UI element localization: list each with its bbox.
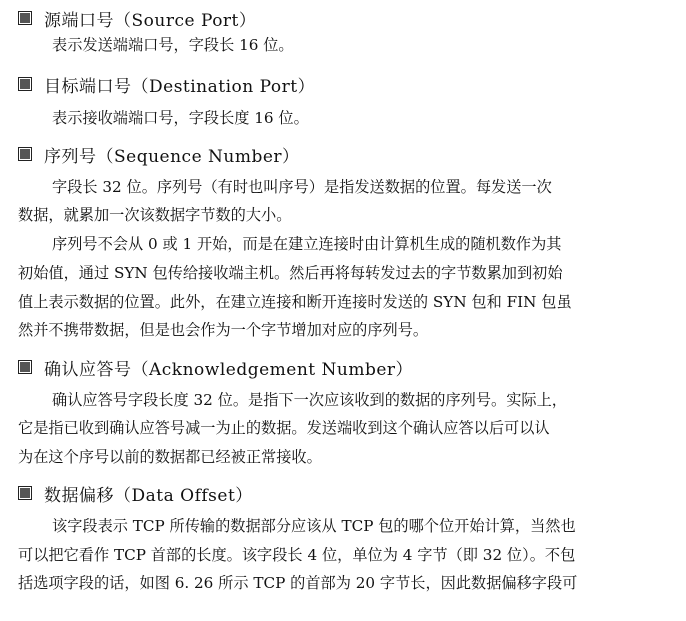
section-heading-sequence-number bbox=[18, 141, 300, 167]
checkered-square-icon bbox=[18, 147, 32, 161]
paragraph-line: 值上表示数据的位置。此外，在建立连接和断开连接时发送的 SYN 包和 FIN 包虽 bbox=[18, 293, 572, 311]
paragraph-line: 字段长 32 位。序列号（有时也叫序号）是指发送数据的位置。每发送一次 bbox=[52, 178, 552, 196]
checkered-square-icon bbox=[18, 11, 32, 25]
paragraph-line: 该字段表示 TCP 所传输的数据部分应该从 TCP 包的哪个位开始计算，当然也 bbox=[52, 517, 576, 535]
section-heading-source-port bbox=[18, 5, 256, 31]
paragraph-line: 数据，就累加一次该数据字节数的大小。 bbox=[18, 206, 292, 224]
section-title: 序列号（Sequence Number） bbox=[44, 146, 300, 167]
paragraph-line: 括选项字段的话，如图 6. 26 所示 TCP 的首部为 20 字节长，因此数据偏移字段可 bbox=[18, 574, 578, 592]
section-heading-data-offset bbox=[18, 480, 253, 506]
paragraph-line: 然并不携带数据，但是也会作为一个字节增加对应的序列号。 bbox=[18, 321, 429, 339]
section-title: 源端口号（Source Port） bbox=[44, 10, 257, 31]
paragraph-line: 序列号不会从 0 或 1 开始，而是在建立连接时由计算机生成的随机数作为其 bbox=[52, 235, 562, 253]
paragraph-line: 为在这个序号以前的数据都已经被正常接收。 bbox=[18, 448, 322, 466]
paragraph-line: 确认应答号字段长度 32 位。是指下一次应该收到的数据的序列号。实际上， bbox=[52, 391, 567, 409]
paragraph-line: 表示接收端端口号，字段长度 16 位。 bbox=[52, 109, 309, 127]
paragraph-line: 初始值，通过 SYN 包传给接收端主机。然后再将每转发过去的字节数累加到初始 bbox=[18, 264, 563, 282]
section-heading-acknowledgement-number bbox=[18, 354, 413, 380]
checkered-square-icon bbox=[18, 360, 32, 374]
section-title: 目标端口号（Destination Port） bbox=[44, 76, 316, 97]
section-title: 数据偏移（Data Offset） bbox=[44, 485, 253, 506]
paragraph-line: 可以把它看作 TCP 首部的长度。该字段长 4 位，单位为 4 字节（即 32 位）。不包 bbox=[18, 546, 576, 564]
section-heading-destination-port bbox=[18, 71, 315, 97]
section-title: 确认应答号（Acknowledgement Number） bbox=[44, 359, 414, 380]
checkered-square-icon bbox=[18, 77, 32, 91]
checkered-square-icon bbox=[18, 486, 32, 500]
paragraph-line: 它是指已收到确认应答号减一为止的数据。发送端收到这个确认应答以后可以认 bbox=[18, 419, 550, 437]
paragraph-line: 表示发送端端口号，字段长 16 位。 bbox=[52, 36, 294, 54]
